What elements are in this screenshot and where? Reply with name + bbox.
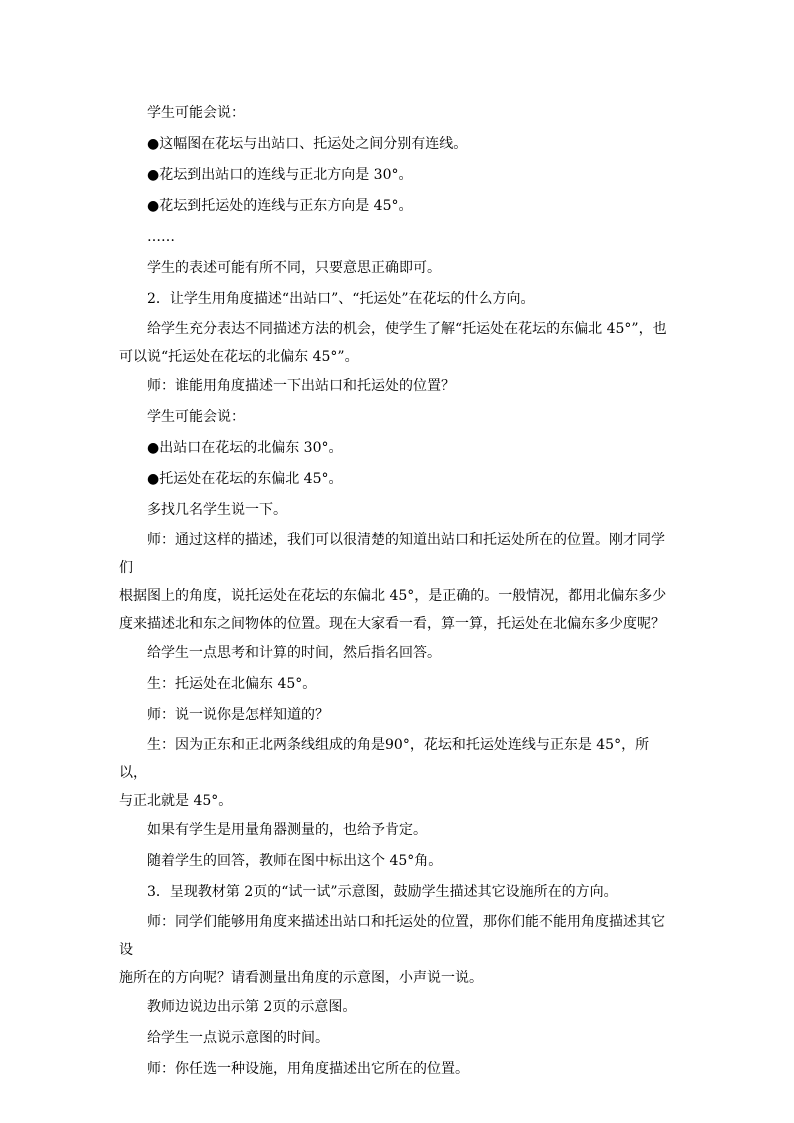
paragraph: 师：说一说你是怎样知道的？ (147, 707, 329, 723)
paragraph-continuation: 可以说“托运处在花坛的北偏东 45°”。 (119, 349, 359, 365)
bullet-item: ●花坛到出站口的连线与正北方向是 30°。 (147, 167, 413, 183)
bullet-item: ●花坛到托运处的连线与正东方向是 45°。 (147, 198, 413, 214)
paragraph: 给学生一点说示意图的时间。 (147, 1030, 329, 1046)
bullet-item: ●这幅图在花坛与出站口、托运处之间分别有连线。 (147, 136, 468, 152)
paragraph: 师：你任选一种设施，用角度描述出它所在的位置。 (147, 1061, 469, 1077)
paragraph: 学生可能会说： (147, 105, 245, 121)
paragraph: 给学生一点思考和计算的时间，然后指名回答。 (147, 645, 441, 661)
numbered-item: 3．呈现教材第 2页的“试一试”示意图，鼓励学生描述其它设施所在的方向。 (147, 884, 618, 900)
paragraph: 师：同学们能够用角度来描述出站口和托运处的位置，那你们能不能用角度描述其它设 (119, 914, 665, 958)
paragraph: 学生可能会说： (147, 409, 245, 425)
document-body (119, 98, 677, 1085)
paragraph-continuation: 施所在的方向呢？请看测量出角度的示意图，小声说一说。 (119, 970, 483, 986)
bullet-item: ●托运处在花坛的东偏北 45°。 (147, 471, 343, 487)
paragraph: 如果有学生是用量角器测量的，也给予肯定。 (147, 822, 427, 838)
paragraph: 师：通过这样的描述，我们可以很清楚的知道出站口和托运处所在的位置。刚才同学们 (119, 532, 665, 576)
ellipsis-line: …… (147, 229, 175, 245)
bullet-item: ●出站口在花坛的北偏东 30°。 (147, 440, 343, 456)
numbered-item: 2．让学生用角度描述“出站口”、“托运处”在花坛的什么方向。 (147, 291, 535, 307)
paragraph: 多找几名学生说一下。 (147, 502, 287, 518)
paragraph-continuation: 度来描述北和东之间物体的位置。现在大家看一看，算一算，托运处在北偏东多少度呢？ (119, 616, 665, 632)
paragraph: 生：因为正东和正北两条线组成的角是90°，花坛和托运处连线与正东是 45°，所以， (119, 737, 650, 781)
paragraph: 教师边说边出示第 2页的示意图。 (147, 999, 357, 1015)
paragraph: 师：谁能用角度描述一下出站口和托运处的位置？ (147, 378, 455, 394)
paragraph-continuation: 根据图上的角度，说托运处在花坛的东偏北 45°，是正确的。一般情况，都用北偏东多少 (119, 588, 667, 604)
paragraph-continuation: 与正北就是 45°。 (119, 793, 233, 809)
paragraph: 给学生充分表达不同描述方法的机会，使学生了解“托运处在花坛的东偏北 45°”，也 (147, 321, 667, 337)
paragraph: 学生的表述可能有所不同，只要意思正确即可。 (147, 260, 441, 276)
paragraph: 随着学生的回答，教师在图中标出这个 45°角。 (147, 853, 443, 869)
paragraph: 生：托运处在北偏东 45°。 (147, 676, 317, 692)
